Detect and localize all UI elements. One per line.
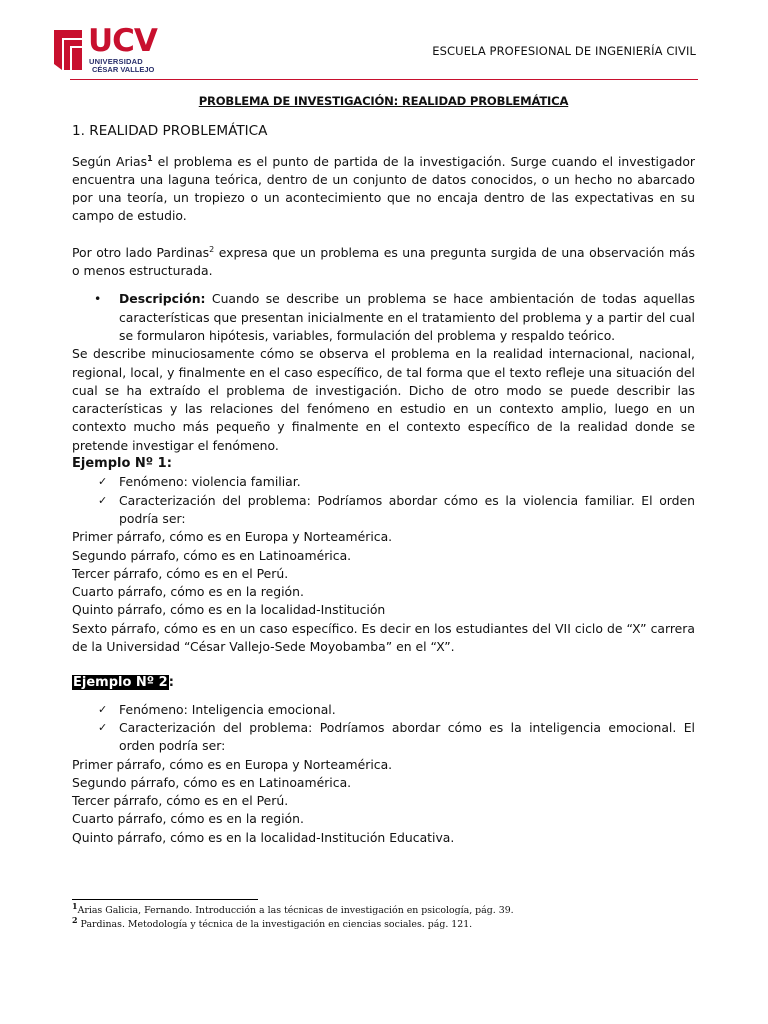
example-2-line: Primer párrafo, cómo es en Europa y Norteamérica. <box>72 756 393 772</box>
header-divider <box>70 79 698 80</box>
ucv-emblem-icon <box>52 26 88 72</box>
checkmark-icon: ✓ <box>98 493 108 507</box>
logo-wordmark: UCV <box>88 23 157 59</box>
document-title: PROBLEMA DE INVESTIGACIÓN: REALIDAD PROBLEMÁTICA <box>198 94 569 108</box>
bullet-text: Cuando se describe un problema se hace ambientación de todas aquellas características que presentan inicialmente en el tratamiento del problema y a partir del cual se formularon hipótesis, variables, formulación del problema y respaldo teórico. <box>119 291 695 343</box>
example-2-line: Tercer párrafo, cómo es en el Perú. <box>72 793 289 809</box>
document-body <box>72 90 695 847</box>
example-1-check-item: ✓ Fenómeno: violencia familiar. <box>72 473 695 491</box>
example-2-check-item: ✓ Caracterización del problema: Podríamos abordar cómo es la inteligencia emocional. El orden podría ser: <box>98 719 695 754</box>
section-heading: 1. REALIDAD PROBLEMÁTICA <box>72 123 268 140</box>
footnote-ref-2: 2 <box>209 244 215 254</box>
example-1-heading: Ejemplo Nº 1: <box>72 456 172 472</box>
ucv-logo <box>52 23 162 74</box>
example-1-line: Primer párrafo, cómo es en Europa y Norteamérica. <box>72 529 393 545</box>
school-name: ESCUELA PROFESIONAL DE INGENIERÍA CIVIL <box>432 44 696 58</box>
paragraph-pardinas: Por otro lado Pardinas$^2$ expresa que un problema es una pregunta surgida de una observación más o menos estructurada. <box>72 244 695 279</box>
example-1-check-item: ✓ Caracterización del problema: Podríamos abordar cómo es la violencia familiar. El orden podría ser: <box>98 492 695 526</box>
example-1-line: Sexto párrafo, cómo es en un caso específico. Es decir en los estudiantes del VII ciclo de “X” carrera de la Universidad “César Vallejo-Sede Moyobamba” en el “X”. <box>72 620 695 655</box>
example-2-line: Segundo párrafo, cómo es en Latinoamérica. <box>72 774 352 790</box>
example-1-line: Segundo párrafo, cómo es en Latinoamérica. <box>72 547 352 563</box>
bullet-icon: • <box>94 291 102 307</box>
paragraph-arias: Según Arias$^1$ el problema es el punto de partida de la investigación. Surge cuando el investigador encuentra una laguna teórica, dentro de un conjunto de datos conocidos, o un hecho no abarcado por una teoría, un tropiezo o un acontecimiento que no encaja dentro de las expectativas en su campo de estudio. <box>72 153 695 224</box>
paragraph-description: Se describe minuciosamente cómo se observa el problema en la realidad internacional, nacional, regional, local, y finalmente en el caso específico, de tal forma que el texto refleje una situación del cual se ha extraído el problema de investigación. Dicho de otro modo se puede describir las características y las relaciones del fenómeno en estudio en un contexto amplio, luego en un contexto mucho más pequeño y finalmente en el contexto específico de la realidad donde se pretende investigar el fenómeno. <box>72 346 695 453</box>
footnotes <box>72 900 695 932</box>
footnote-1: $^1$Arias Galicia, Fernando. Introducción a las técnicas de investigación en psicología, pág. 39. <box>72 900 514 916</box>
example-2-line: Quinto párrafo, cómo es en la localidad-Institución Educativa. <box>72 829 455 845</box>
example-2-line: Cuarto párrafo, cómo es en la región. <box>72 811 304 827</box>
example-1-line: Cuarto párrafo, cómo es en la región. <box>72 584 304 600</box>
footnote-2: $^2$ Pardinas. Metodología y técnica de la investigación en ciencias sociales. pág. 121. <box>72 914 473 930</box>
example-1-line: Quinto párrafo, cómo es en la localidad-Institución <box>72 602 386 618</box>
example-2-heading: Ejemplo Nº 2: <box>73 675 174 691</box>
example-2-check-item: ✓ Fenómeno: Inteligencia emocional. <box>72 701 695 719</box>
footnote-ref-1: 1 <box>147 153 153 163</box>
example-1-line: Tercer párrafo, cómo es en el Perú. <box>72 565 289 581</box>
bullet-label: Descripción: <box>119 291 206 307</box>
checkmark-icon: ✓ <box>98 720 108 734</box>
logo-name-line: CÉSAR VALLEJO <box>92 65 155 74</box>
logo-university-line: UNIVERSIDAD <box>89 57 143 66</box>
checkmark-icon: ✓ <box>98 475 108 489</box>
bullet-descripcion <box>72 290 695 345</box>
checkmark-icon: ✓ <box>98 702 108 716</box>
footnote-separator <box>72 899 258 900</box>
